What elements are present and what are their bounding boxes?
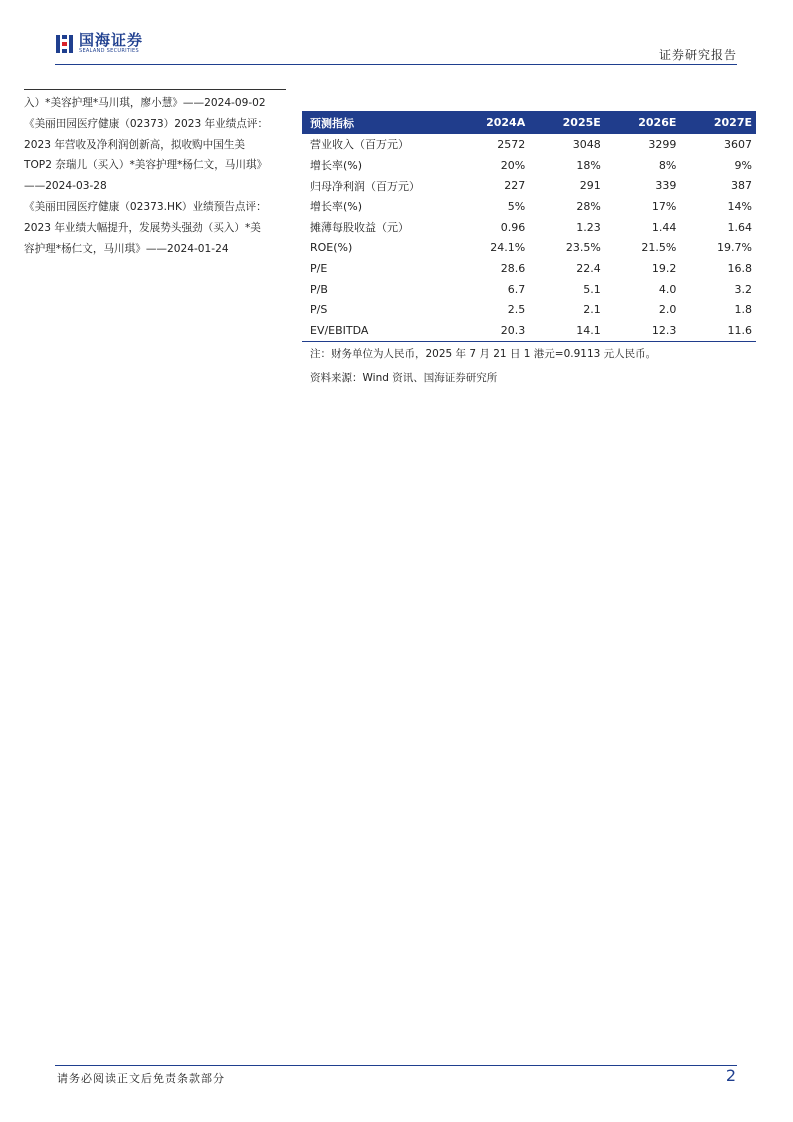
header-cell: 2027E [680,111,756,134]
table-row [302,300,756,321]
disclaimer-notice: 请务必阅读正文后免责条款部分 [57,1072,225,1085]
table-cell: 0.96 [500,220,526,234]
table-cell: 4.0 [658,282,677,296]
sealand-logo-icon [55,33,75,55]
table-cell: 19.2 [651,261,677,275]
table-row [302,320,756,341]
table-cell: 3048 [572,137,601,151]
footer-divider [55,1065,737,1066]
table-cell: 19.7% [717,241,752,255]
logo-chinese-name: 国海证券 [79,31,144,49]
related-report-line: 《美丽田园医疗健康（02373.HK）业绩预告点评： [24,200,267,213]
table-cell: 2.5 [507,303,526,317]
row-label: P/B [310,282,328,296]
table-cell: 21.5% [641,241,677,255]
report-type: 证券研究报告 [658,48,737,62]
related-report-line: TOP2 奈瑞儿（买入）*美容护理*杨仁文，马川琪》 [24,159,268,172]
table-cell: 18% [576,158,601,172]
table-row [302,196,756,217]
table-cell: 2.0 [658,303,677,317]
table-cell: 1.23 [576,220,601,234]
related-report-line: ——2024-03-28 [24,180,107,193]
header-cell: 2025E [529,111,605,134]
table-cell: 8% [658,158,677,172]
table-cell: 387 [731,179,752,193]
table-row [302,175,756,196]
table-note: 注：财务单位为人民币，2025 年 7 月 21 日 1 港元=0.9113 元人民币。 [310,348,657,360]
forecast-table [302,111,756,342]
related-report-line: 入）*美容护理*马川琪，廖小慧》——2024-09-02 [24,97,266,109]
header-cell: 预测指标 [302,111,452,134]
table-cell: 291 [579,179,601,193]
logo-english-name: SEALAND SECURITIES [79,48,139,54]
table-cell: 1.64 [727,220,752,234]
row-label: 归母净利润（百万元） [310,179,420,193]
table-cell: 16.8 [727,261,752,275]
row-label: 营业收入（百万元） [310,138,409,152]
table-cell: 28.6 [500,261,526,275]
related-report-line: 2023 年业绩大幅提升，发展势头强劲（买入）*美 [24,221,261,234]
related-report-line: 容护理*杨仁文，马川琪》——2024-01-24 [24,242,229,255]
table-cell: 9% [734,158,752,172]
related-reports [24,89,286,259]
table-cell: 14% [727,199,752,213]
row-label: 增长率(%) [310,159,363,173]
table-cell: 20.3 [452,320,529,341]
table-cell: 339 [655,179,677,193]
table-cell: 22.4 [576,261,601,275]
row-label: 摊薄每股收益（元） [310,221,409,235]
related-report-line: 《美丽田园医疗健康（02373）2023 年业绩点评： [24,117,269,130]
data-source: 资料来源：Wind 资讯、国海证券研究所 [310,372,498,384]
table-cell: 14.1 [529,320,605,341]
table-cell: 2572 [497,137,526,151]
row-label: 增长率(%) [310,200,363,214]
table-cell: 24.1% [490,241,526,255]
table-row [302,237,756,258]
table-row [302,134,756,155]
company-logo [55,32,143,55]
page-number: 2 [725,1066,736,1085]
header-divider [55,64,737,65]
table-cell: 5% [507,199,526,213]
table-cell: 28% [576,199,601,213]
table-cell: 11.6 [680,320,756,341]
row-label: P/S [310,303,328,317]
table-header-row [302,111,756,134]
table-cell: 1.8 [734,303,752,317]
table-cell: 5.1 [583,282,601,296]
table-cell: 3299 [648,137,677,151]
row-label: EV/EBITDA [302,320,452,341]
table-cell: 20% [500,158,526,172]
table-cell: 6.7 [507,282,526,296]
header-cell: 2024A [452,111,529,134]
table-cell: 1.44 [651,220,677,234]
table-cell: 227 [504,179,526,193]
table-cell: 3.2 [734,282,752,296]
table-row [302,155,756,176]
table-cell: 2.1 [583,303,601,317]
related-report-line: 2023 年营收及净利润创新高，拟收购中国生美 [24,138,246,151]
table-cell: 12.3 [605,320,681,341]
table-cell: 23.5% [565,241,601,255]
table-cell: 17% [651,199,677,213]
table-cell: 3607 [724,137,752,151]
row-label: P/E [310,261,328,275]
row-label: ROE(%) [310,241,353,255]
header-cell: 2026E [605,111,681,134]
table-row [302,279,756,300]
table-row [302,217,756,238]
table-row [302,258,756,279]
